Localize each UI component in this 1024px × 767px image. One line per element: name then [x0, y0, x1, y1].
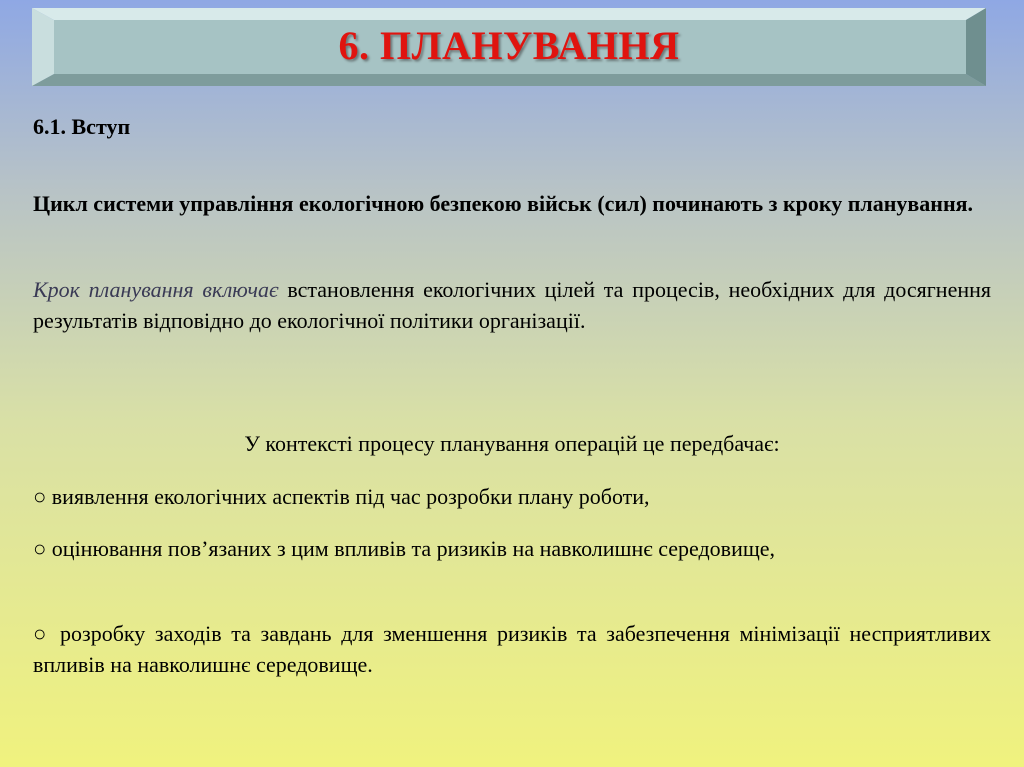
paragraph-emphasis: Крок планування включає: [33, 277, 279, 302]
bullet-circle-icon: ○: [33, 484, 47, 509]
list-item: [33, 618, 991, 680]
list-item: [33, 533, 991, 564]
list-item-text: оцінювання пов’язаних з цим впливів та ризиків на навколишнє середовище,: [51, 536, 776, 561]
bullet-circle-icon: ○: [33, 621, 51, 646]
page-title: 6. ПЛАНУВАННЯ: [338, 23, 680, 68]
context-line: У контексті процесу планування операцій це передбачає:: [244, 431, 780, 456]
list-item: [33, 481, 991, 512]
list-item-text: розробку заходів та завдань для зменшення ризиків та забезпечення мінімізації несприятливих впливів на навколишнє середовище.: [33, 621, 991, 677]
list-item-text: виявлення екологічних аспектів під час розробки плану роботи,: [51, 484, 650, 509]
paragraph-planning-step: [33, 274, 991, 336]
paragraph-body: встановлення екологічних цілей та процесів, необхідних для досягнення результатів відповідно до екологічної політики організації.: [33, 277, 991, 333]
paragraph-intro: Цикл системи управління екологічною безпекою військ (сил) починають з кроку планування.: [33, 191, 974, 216]
title-banner: [32, 4, 986, 86]
section-heading: 6.1. Вступ: [33, 114, 131, 139]
bullet-circle-icon: ○: [33, 536, 47, 561]
